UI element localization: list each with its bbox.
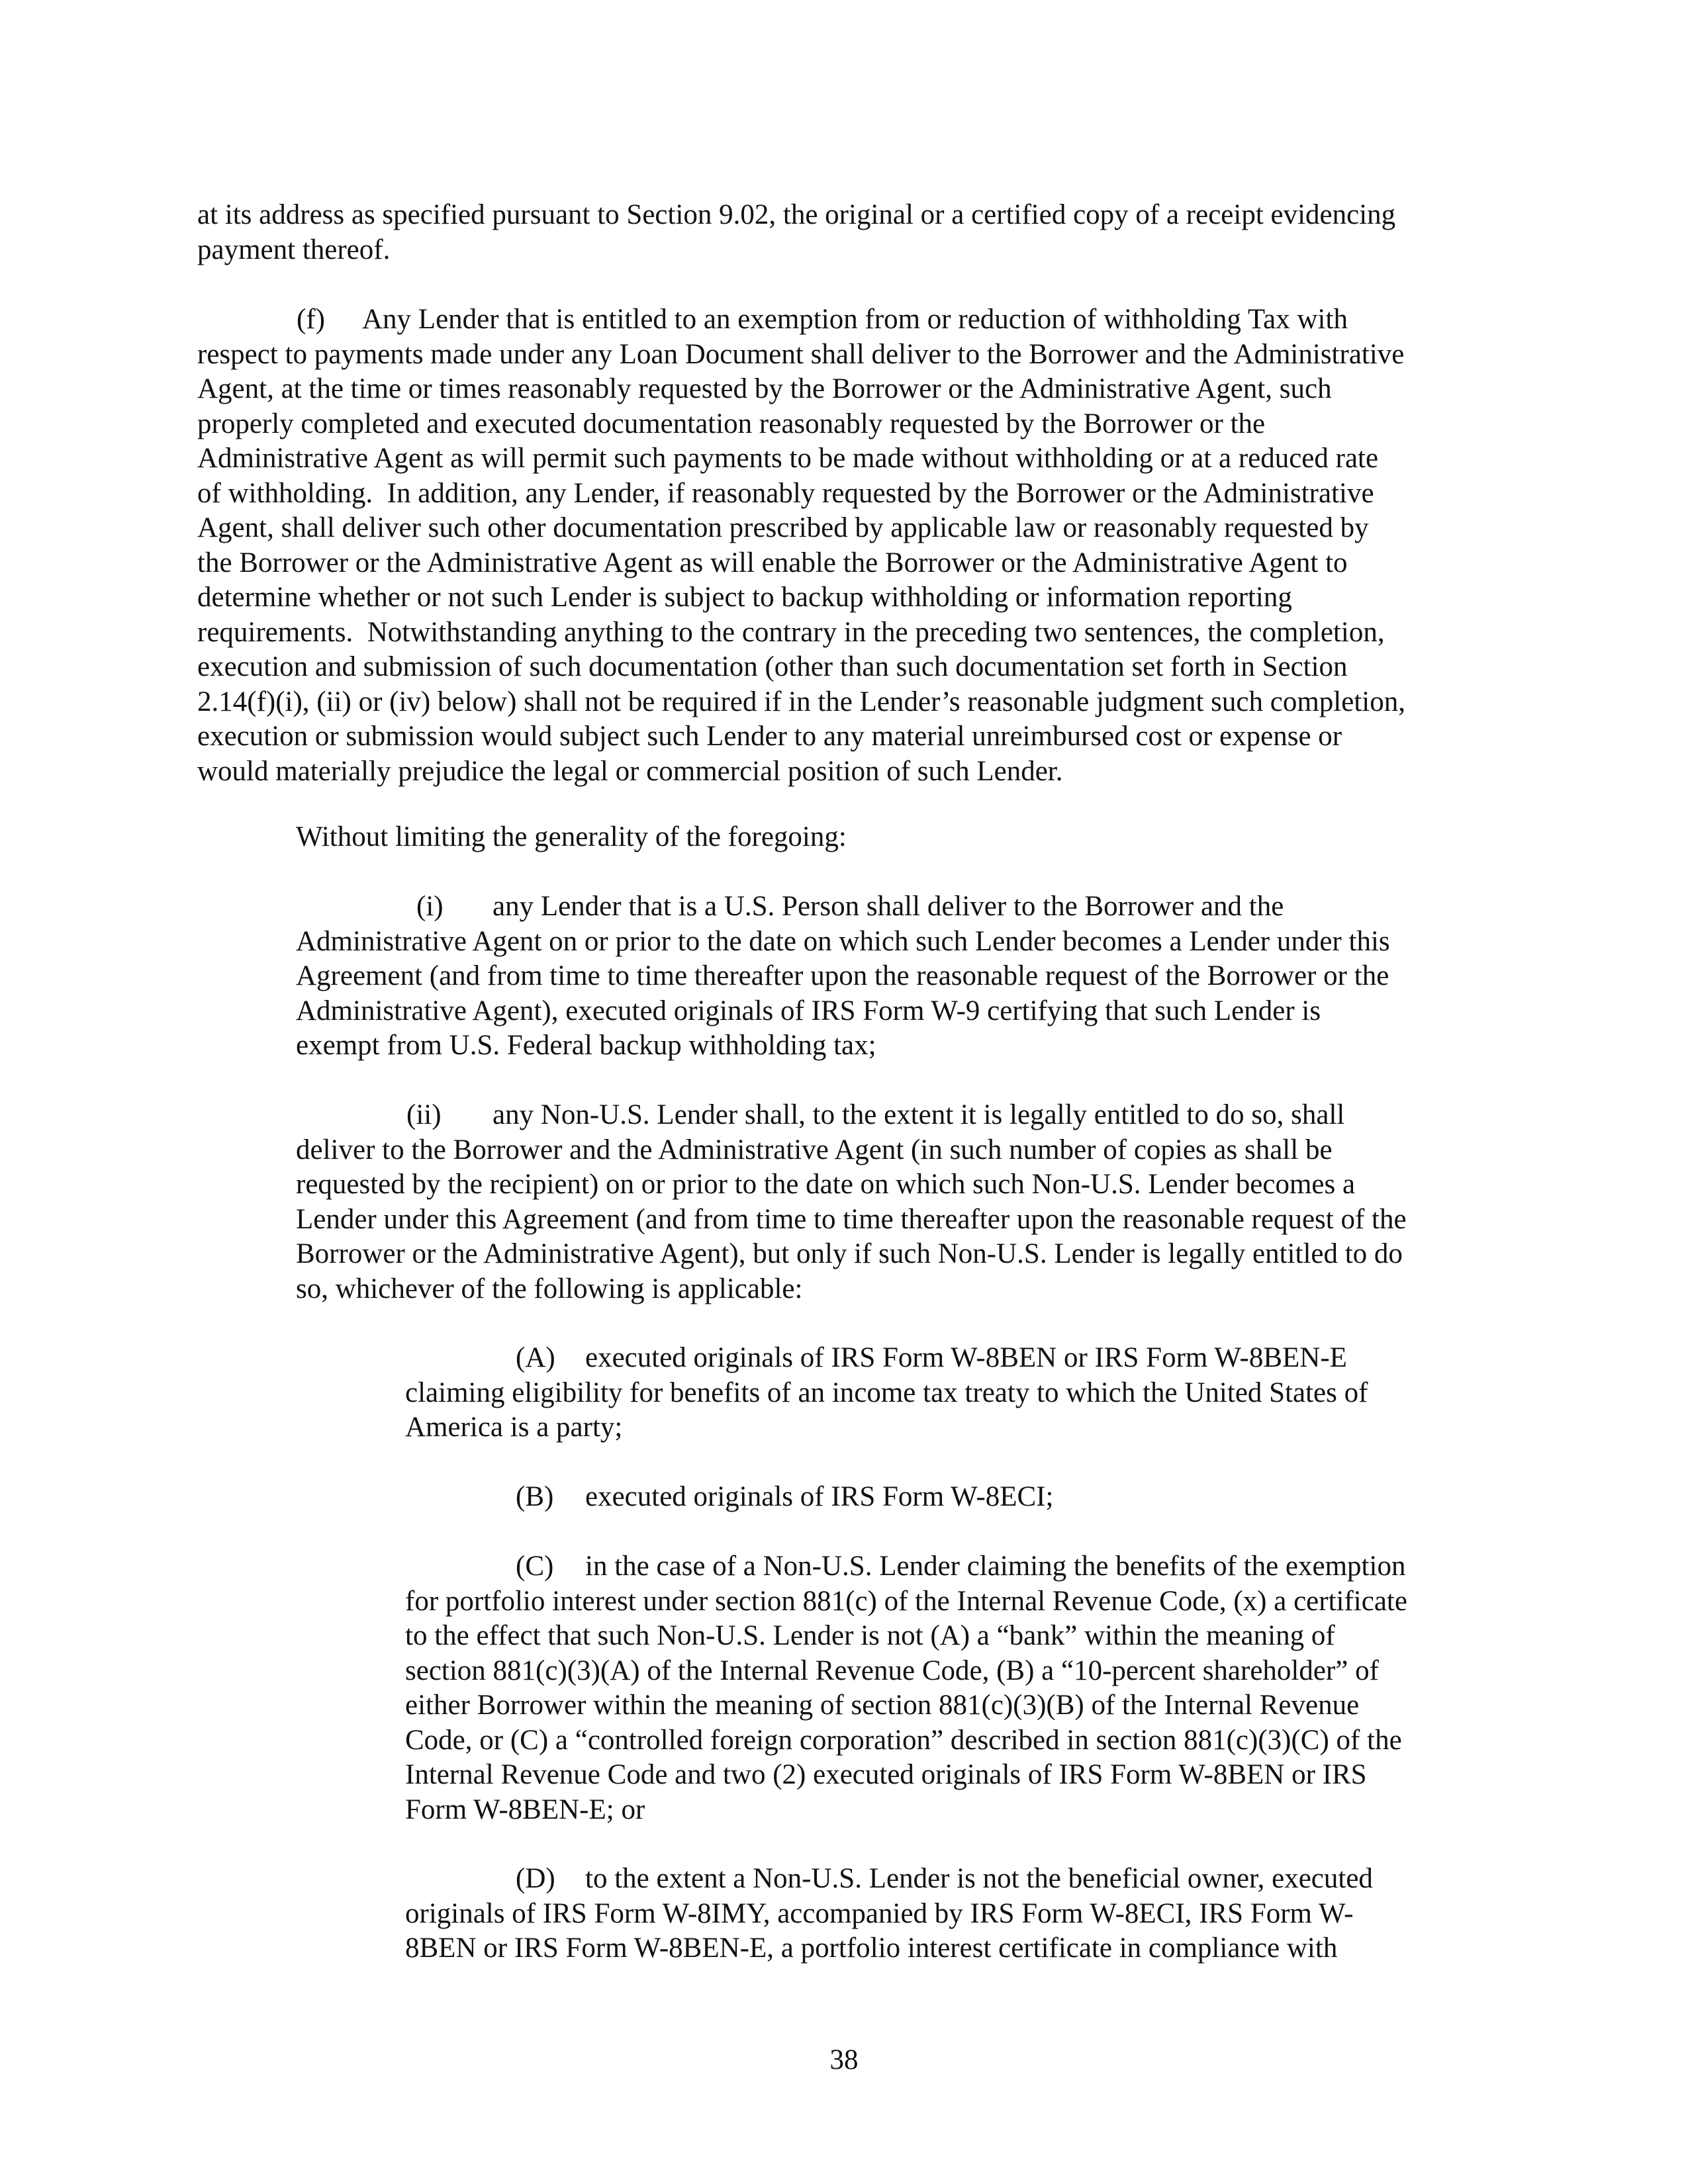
section-f-paragraph: [197, 302, 1405, 789]
item-c-text: in the case of a Non-U.S. Lender claiming the benefits of the exemption for portfolio interest under section 881(c) of the Internal Revenue Code, (x) a certificate to the effect that such Non-U.S. Lender is not (A) a “bank” within the meaning of section 881(c)(3)(A) of the Internal Revenue Code, (B) a “10-percent shareholder” of either Borrower within the meaning of section 881(c)(3)(B) of the Internal Revenue Code, or (C) a “controlled foreign corporation” described in section 881(c)(3)(C) of the Internal Revenue Code and two (2) executed originals of IRS Form W-8BEN or IRS Form W-8BEN-E; or: [405, 1551, 1407, 1825]
item-d-text: to the extent a Non-U.S. Lender is not the beneficial owner, executed originals of IRS Form W-8IMY, accompanied by IRS Form W-8ECI, IRS Form W- 8BEN or IRS Form W-8BEN-E, a portfolio interest certificate in compliance with: [405, 1863, 1373, 1964]
item-ii-label: (ii): [406, 1099, 442, 1130]
item-c-label: (C): [516, 1551, 554, 1582]
item-b-paragraph: [405, 1480, 1053, 1515]
without-limiting-paragraph: Without limiting the generality of the foregoing:: [296, 821, 847, 852]
item-a-label: (A): [516, 1342, 555, 1373]
section-f-label: (f): [297, 304, 325, 335]
item-b-text: executed originals of IRS Form W-8ECI;: [585, 1481, 1054, 1512]
continuation-paragraph: at its address as specified pursuant to Section 9.02, the original or a certified copy of a receipt evidencing payment thereof.: [197, 199, 1396, 265]
item-ii-text: any Non-U.S. Lender shall, to the extent it is legally entitled to do so, shall deliver to the Borrower and the Administrative Agent (in such number of copies as shall be requested by the recipient) on or prior to the date on which such Non-U.S. Lender becomes a Lender under this Agreement (and from time to time thereafter upon the reasonable request of the Borrower or the Administrative Agent), but only if such Non-U.S. Lender is legally entitled to do so, whichever of the following is applicable:: [296, 1099, 1407, 1304]
item-a-text: executed originals of IRS Form W-8BEN or IRS Form W-8BEN-E claiming eligibility for benefits of an income tax treaty to which the United States of America is a party;: [405, 1342, 1368, 1443]
item-d-paragraph: [405, 1862, 1373, 1966]
item-c-paragraph: [405, 1549, 1407, 1827]
item-d-label: (D): [516, 1863, 555, 1894]
item-i-paragraph: [296, 889, 1390, 1064]
item-ii-paragraph: [296, 1098, 1407, 1306]
item-a-paragraph: [405, 1341, 1368, 1445]
item-i-label: (i): [416, 891, 444, 922]
item-i-text: any Lender that is a U.S. Person shall deliver to the Borrower and the Administrative Agent on or prior to the date on which such Lender becomes a Lender under this Agreement (and from time to time thereafter upon the reasonable request of the Borrower or the Administrative Agent), executed originals of IRS Form W-9 certifying that such Lender is exempt from U.S. Federal backup withholding tax;: [296, 891, 1390, 1061]
item-b-label: (B): [516, 1481, 554, 1512]
page-number: 38: [829, 2044, 859, 2075]
section-f-text: Any Lender that is entitled to an exemption from or reduction of withholding Tax with respect to payments made under any Loan Document shall deliver to the Borrower and the Administrative Agent, at the time or times reasonably requested by the Borrower or the Administrative Agent, such properly completed and executed documentation reasonably requested by the Borrower or the Administrative Agent as will permit such payments to be made without withholding or at a reduced rate of withholding. In addition, any Lender, if reasonably requested by the Borrower or the Administrative Agent, shall deliver such other documentation prescribed by applicable law or reasonably requested by the Borrower or the Administrative Agent as will enable the Borrower or the Administrative Agent to determine whether or not such Lender is subject to backup withholding or information reporting requirements. Notwithstanding anything to the contrary in the preceding two sentences, the completion, execution and submission of such documentation (other than such documentation set forth in Section 2.14(f)(i), (ii) or (iv) below) shall not be required if in the Lender’s reasonable judgment such completion, execution or submission would subject such Lender to any material unreimbursed cost or expense or would materially prejudice the legal or commercial position of such Lender.: [197, 304, 1405, 787]
